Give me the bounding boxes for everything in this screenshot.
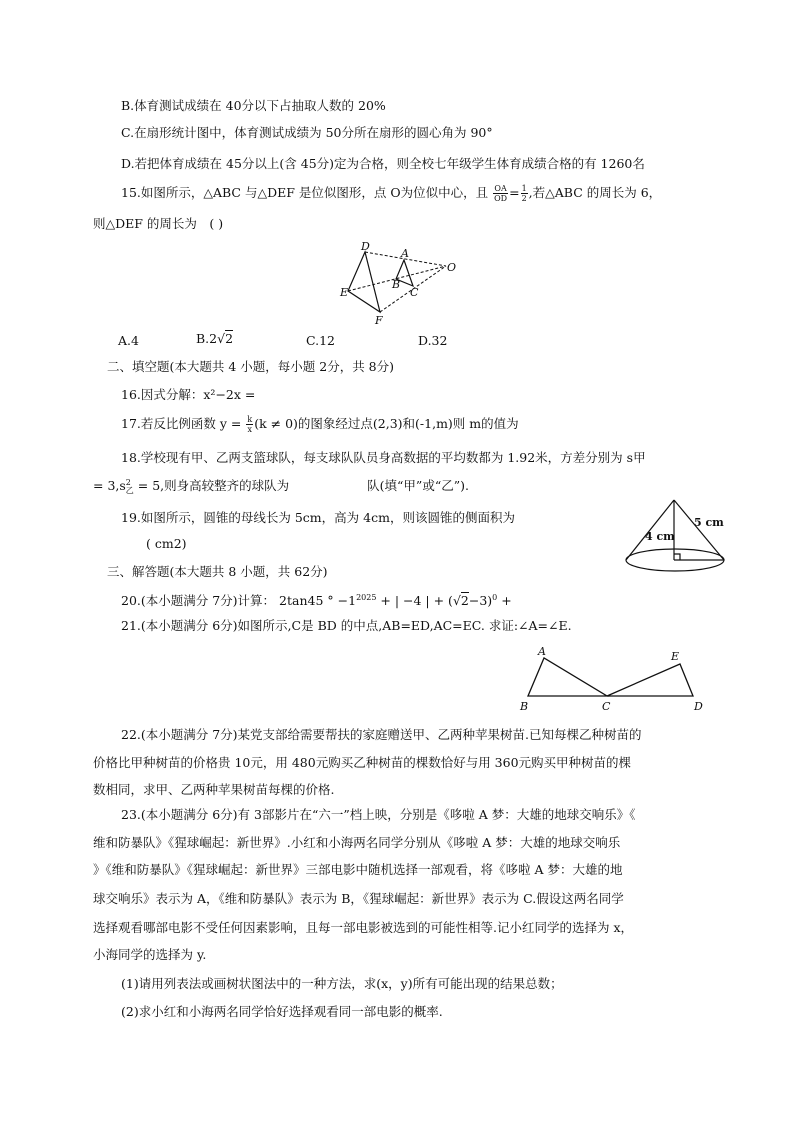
q18-line2-end: 队(填“甲”或“乙”). [367, 478, 469, 493]
q15-option-d: D.32 [418, 333, 448, 348]
cone-slant-edge [674, 500, 724, 560]
q22-line1: 22.(本小题满分 7分)某党支部给需要帮扶的家庭赠送甲、乙两种苹果树苗.已知每棵乙种树苗的 [121, 727, 642, 742]
q17-part2: (k ≠ 0)的图象经过点(2,3)和(-1,m)则 m的值为 [254, 416, 519, 431]
q20-expr-4: + [497, 593, 512, 609]
label-d: D [694, 700, 703, 713]
q15-option-b [196, 330, 233, 347]
fraction-denominator: OD [494, 194, 508, 203]
q18-line1: 18.学校现有甲、乙两支篮球队，每支球队队员身高数据的平均数都为 1.92米，方差分别为 s甲 [121, 450, 646, 465]
q15-half-fraction [521, 184, 528, 203]
sqrt-icon: √ [452, 593, 461, 609]
q20-expr-3: −3) [468, 593, 493, 609]
q19-cone-figure [620, 494, 730, 583]
q22-line3: 数相同，求甲、乙两种苹果树苗每棵的价格. [93, 782, 335, 797]
variance-sup-sub [126, 479, 134, 495]
label-e: E [340, 286, 349, 299]
radicand: 2 [460, 593, 469, 609]
q20-part1: 20.(本小题满分 7分)计算： [121, 593, 276, 609]
q15-stem [121, 184, 661, 203]
q15-homothety-figure [336, 240, 466, 329]
q18-line2-start: = 3,s [93, 478, 126, 493]
q14-option-b: B.体育测试成绩在 40分以下占抽取人数的 20% [121, 98, 386, 113]
label-o: O [447, 261, 457, 274]
fraction-numerator: k [247, 415, 253, 424]
q20-text [121, 589, 512, 609]
q15-stem-line2: 则△DEF 的周长为 ( ) [93, 216, 224, 231]
q19-line1: 19.如图所示，圆锥的母线长为 5cm，高为 4cm，则该圆锥的侧面积为 [121, 510, 515, 525]
q17-k-over-x-fraction [246, 415, 253, 434]
q14-option-d: D.若把体育成绩在 45分以上(含 45分)定为合格，则全校七年级学生体育成绩合格的有 1260名 [121, 156, 645, 171]
q21-triangles-figure [516, 640, 716, 719]
exponent: 2025 [356, 593, 377, 602]
q16-text: 16.因式分解：x²−2x = [121, 387, 256, 402]
label-c: C [410, 286, 419, 299]
q15-stem-part1: 15.如图所示，△ABC 与△DEF 是位似图形，点 O为位似中心，且 [121, 185, 489, 200]
q22-line2: 价格比甲种树苗的价格贵 10元，用 480元购买乙种树苗的棵数恰好与用 360元购买甲种树苗的棵 [93, 755, 632, 770]
q23-line3: 》《维和防暴队》《猩球崛起：新世界》三部电影中随机选择一部观看，将《哆啦 A 梦：大雄的地 [93, 862, 623, 877]
fraction-denominator: x [247, 425, 253, 434]
label-b: B [520, 700, 529, 713]
triangle-def [348, 252, 380, 312]
label-a: A [401, 247, 409, 260]
fraction-numerator: OA [494, 184, 507, 193]
q14-option-c: C.在扇形统计图中，体育测试成绩为 50分所在扇形的圆心角为 90° [121, 125, 493, 140]
q23-subquestion-2: (2)求小红和小海两名同学恰好选择观看同一部电影的概率. [121, 1004, 443, 1019]
q15-option-a: A.4 [118, 333, 139, 348]
q23-line6: 小海同学的选择为 y. [93, 947, 207, 962]
q17-text [121, 415, 519, 434]
q20-expr-1: 2tan45 ° −1 [279, 593, 357, 609]
q23-line5: 选择观看哪部电影不受任何因素影响，且每一部电影被选到的可能性相等.记小红同学的选择为 x， [93, 920, 633, 935]
q15-option-c: C.12 [306, 333, 335, 348]
label-d: D [361, 240, 370, 253]
sqrt-icon: √ [217, 331, 226, 346]
fraction-numerator: 1 [521, 184, 527, 193]
section-3-heading: 三、解答题(本大题共 8 小题，共 62分) [107, 564, 328, 579]
subscript: 乙 [125, 485, 134, 495]
label-c: C [602, 700, 611, 713]
label-height-4cm: 4 cm [645, 530, 675, 543]
q17-part1: 17.若反比例函数 y = [121, 416, 242, 431]
q23-line4: 球交响乐》表示为 A，《维和防暴队》表示为 B，《猩球崛起：新世界》表示为 C.假设这两名同学 [93, 891, 624, 906]
label-a: A [538, 645, 546, 658]
label-slant-5cm: 5 cm [694, 516, 724, 529]
q21-text: 21.(本小题满分 6分)如图所示,C是 BD 的中点,AB=ED,AC=EC. 求证:∠A=∠E. [121, 618, 572, 633]
equals-sign: = [509, 185, 520, 200]
exponent-zero: 0 [492, 593, 498, 602]
q18-line2-mid: = 5,则身高较整齐的球队为 [133, 478, 290, 493]
section-2-heading: 二、填空题(本大题共 4 小题，每小题 2分，共 8分) [107, 359, 395, 374]
q20-expr-2: + | −4 | + ( [376, 593, 453, 609]
label-f: F [375, 314, 383, 325]
label-e: E [671, 650, 680, 663]
triangle-edc [607, 664, 693, 696]
q15-stem-part2: ,若△ABC 的周长为 6， [528, 185, 662, 200]
q18-line2 [93, 477, 469, 495]
option-b-prefix: B.2 [196, 331, 218, 346]
q15-ratio-fraction [493, 184, 508, 203]
q23-line2: 维和防暴队》《猩球崛起：新世界》.小红和小海两名同学分别从《哆啦 A 梦：大雄的地球交响乐 [93, 835, 621, 850]
right-angle-mark [674, 554, 680, 560]
fraction-denominator: 2 [521, 194, 527, 203]
label-b: B [392, 278, 401, 291]
superscript: 2 [125, 477, 131, 487]
q23-line1: 23.(本小题满分 6分)有 3部影片在“六一”档上映，分别是《哆啦 A 梦：大雄的地球交响乐》《 [121, 807, 636, 822]
triangle-abc [528, 658, 607, 696]
q19-line2: ( cm2) [146, 536, 187, 551]
q23-subquestion-1: (1)请用列表法或画树状图法中的一种方法，求(x，y)所有可能出现的结果总数； [121, 976, 563, 991]
radicand: 2 [225, 331, 234, 346]
